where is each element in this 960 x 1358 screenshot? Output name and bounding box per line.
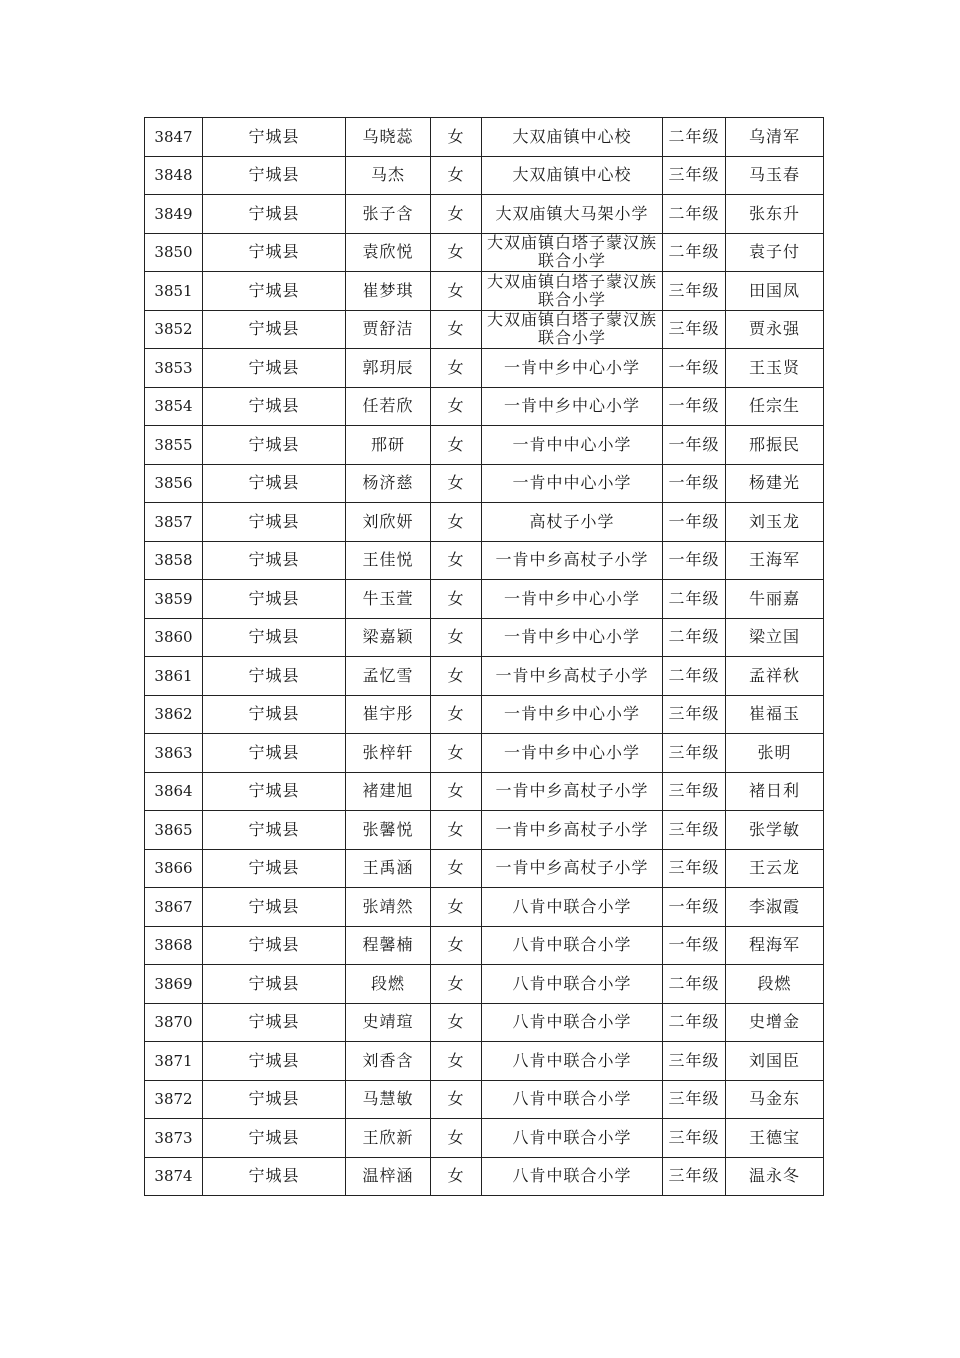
cell-grade: 三年级 bbox=[663, 695, 726, 734]
cell-gender: 女 bbox=[431, 464, 482, 503]
cell-number: 3853 bbox=[145, 349, 203, 388]
cell-county: 宁城县 bbox=[203, 618, 346, 657]
cell-county: 宁城县 bbox=[203, 1003, 346, 1042]
cell-number: 3868 bbox=[145, 926, 203, 965]
cell-number: 3858 bbox=[145, 541, 203, 580]
cell-grade: 二年级 bbox=[663, 233, 726, 272]
cell-school: 一肯中乡高杖子小学 bbox=[482, 772, 663, 811]
cell-gender: 女 bbox=[431, 1003, 482, 1042]
table-row bbox=[145, 734, 824, 773]
cell-grade: 一年级 bbox=[663, 387, 726, 426]
cell-guardian: 王海军 bbox=[726, 541, 824, 580]
cell-county: 宁城县 bbox=[203, 926, 346, 965]
table-row bbox=[145, 1003, 824, 1042]
cell-student-name: 段燃 bbox=[346, 965, 431, 1004]
cell-student-name: 崔梦琪 bbox=[346, 272, 431, 311]
table-row bbox=[145, 503, 824, 542]
cell-gender: 女 bbox=[431, 310, 482, 349]
cell-gender: 女 bbox=[431, 541, 482, 580]
cell-guardian: 刘国臣 bbox=[726, 1042, 824, 1081]
cell-number: 3856 bbox=[145, 464, 203, 503]
cell-grade: 三年级 bbox=[663, 772, 726, 811]
table-row bbox=[145, 926, 824, 965]
cell-grade: 三年级 bbox=[663, 734, 726, 773]
table-row bbox=[145, 118, 824, 157]
cell-county: 宁城县 bbox=[203, 233, 346, 272]
cell-county: 宁城县 bbox=[203, 1080, 346, 1119]
cell-grade: 三年级 bbox=[663, 310, 726, 349]
cell-number: 3859 bbox=[145, 580, 203, 619]
table-row bbox=[145, 426, 824, 465]
cell-grade: 三年级 bbox=[663, 1080, 726, 1119]
cell-student-name: 程馨楠 bbox=[346, 926, 431, 965]
cell-guardian: 梁立国 bbox=[726, 618, 824, 657]
cell-student-name: 刘香含 bbox=[346, 1042, 431, 1081]
cell-guardian: 马玉春 bbox=[726, 156, 824, 195]
cell-number: 3862 bbox=[145, 695, 203, 734]
cell-guardian: 孟祥秋 bbox=[726, 657, 824, 696]
cell-student-name: 贾舒洁 bbox=[346, 310, 431, 349]
cell-student-name: 张馨悦 bbox=[346, 811, 431, 850]
cell-grade: 二年级 bbox=[663, 965, 726, 1004]
cell-gender: 女 bbox=[431, 349, 482, 388]
cell-guardian: 田国凤 bbox=[726, 272, 824, 311]
table-row bbox=[145, 657, 824, 696]
cell-guardian: 张东升 bbox=[726, 195, 824, 234]
cell-gender: 女 bbox=[431, 233, 482, 272]
table-row bbox=[145, 1080, 824, 1119]
cell-number: 3869 bbox=[145, 965, 203, 1004]
cell-student-name: 崔宇彤 bbox=[346, 695, 431, 734]
cell-county: 宁城县 bbox=[203, 195, 346, 234]
cell-student-name: 任若欣 bbox=[346, 387, 431, 426]
table-row bbox=[145, 233, 824, 272]
cell-grade: 一年级 bbox=[663, 503, 726, 542]
cell-guardian: 袁子付 bbox=[726, 233, 824, 272]
cell-school: 八肯中联合小学 bbox=[482, 888, 663, 927]
table-row bbox=[145, 541, 824, 580]
cell-school: 一肯中乡高杖子小学 bbox=[482, 541, 663, 580]
cell-school: 一肯中中心小学 bbox=[482, 464, 663, 503]
cell-county: 宁城县 bbox=[203, 657, 346, 696]
cell-grade: 三年级 bbox=[663, 1042, 726, 1081]
cell-county: 宁城县 bbox=[203, 541, 346, 580]
cell-number: 3850 bbox=[145, 233, 203, 272]
cell-number: 3848 bbox=[145, 156, 203, 195]
cell-school: 大双庙镇中心校 bbox=[482, 118, 663, 157]
cell-student-name: 王欣新 bbox=[346, 1119, 431, 1158]
cell-grade: 二年级 bbox=[663, 618, 726, 657]
cell-gender: 女 bbox=[431, 503, 482, 542]
cell-guardian: 刘玉龙 bbox=[726, 503, 824, 542]
cell-school: 一肯中乡中心小学 bbox=[482, 349, 663, 388]
cell-guardian: 史增金 bbox=[726, 1003, 824, 1042]
cell-county: 宁城县 bbox=[203, 849, 346, 888]
cell-number: 3860 bbox=[145, 618, 203, 657]
cell-guardian: 马金东 bbox=[726, 1080, 824, 1119]
cell-student-name: 马慧敏 bbox=[346, 1080, 431, 1119]
table-row bbox=[145, 195, 824, 234]
cell-gender: 女 bbox=[431, 272, 482, 311]
table-row bbox=[145, 1119, 824, 1158]
cell-grade: 三年级 bbox=[663, 811, 726, 850]
cell-county: 宁城县 bbox=[203, 888, 346, 927]
cell-number: 3865 bbox=[145, 811, 203, 850]
cell-guardian: 王云龙 bbox=[726, 849, 824, 888]
cell-number: 3854 bbox=[145, 387, 203, 426]
cell-grade: 三年级 bbox=[663, 272, 726, 311]
table-row bbox=[145, 1042, 824, 1081]
cell-school: 八肯中联合小学 bbox=[482, 965, 663, 1004]
cell-student-name: 刘欣妍 bbox=[346, 503, 431, 542]
table-row bbox=[145, 811, 824, 850]
cell-number: 3870 bbox=[145, 1003, 203, 1042]
cell-gender: 女 bbox=[431, 657, 482, 696]
cell-school: 八肯中联合小学 bbox=[482, 1003, 663, 1042]
cell-guardian: 张学敏 bbox=[726, 811, 824, 850]
cell-county: 宁城县 bbox=[203, 1119, 346, 1158]
cell-number: 3851 bbox=[145, 272, 203, 311]
table-row bbox=[145, 772, 824, 811]
cell-gender: 女 bbox=[431, 811, 482, 850]
cell-school: 一肯中乡高杖子小学 bbox=[482, 849, 663, 888]
cell-student-name: 褚建旭 bbox=[346, 772, 431, 811]
cell-gender: 女 bbox=[431, 695, 482, 734]
table-row bbox=[145, 580, 824, 619]
cell-number: 3847 bbox=[145, 118, 203, 157]
cell-student-name: 温梓涵 bbox=[346, 1157, 431, 1196]
cell-county: 宁城县 bbox=[203, 695, 346, 734]
cell-county: 宁城县 bbox=[203, 349, 346, 388]
cell-school: 大双庙镇白塔子蒙汉族联合小学 bbox=[482, 233, 663, 272]
cell-county: 宁城县 bbox=[203, 387, 346, 426]
cell-county: 宁城县 bbox=[203, 580, 346, 619]
cell-guardian: 贾永强 bbox=[726, 310, 824, 349]
cell-gender: 女 bbox=[431, 118, 482, 157]
table-row bbox=[145, 387, 824, 426]
cell-guardian: 温永冬 bbox=[726, 1157, 824, 1196]
cell-grade: 二年级 bbox=[663, 1003, 726, 1042]
roster-body bbox=[145, 118, 824, 1196]
cell-county: 宁城县 bbox=[203, 1157, 346, 1196]
cell-gender: 女 bbox=[431, 734, 482, 773]
cell-county: 宁城县 bbox=[203, 734, 346, 773]
cell-school: 一肯中中心小学 bbox=[482, 426, 663, 465]
cell-guardian: 杨建光 bbox=[726, 464, 824, 503]
cell-grade: 一年级 bbox=[663, 464, 726, 503]
student-roster-table bbox=[144, 117, 824, 1196]
cell-grade: 三年级 bbox=[663, 849, 726, 888]
cell-student-name: 王禹涵 bbox=[346, 849, 431, 888]
cell-school: 大双庙镇大马架小学 bbox=[482, 195, 663, 234]
cell-number: 3871 bbox=[145, 1042, 203, 1081]
cell-student-name: 张梓轩 bbox=[346, 734, 431, 773]
cell-gender: 女 bbox=[431, 965, 482, 1004]
cell-guardian: 牛丽嘉 bbox=[726, 580, 824, 619]
table-row bbox=[145, 618, 824, 657]
cell-school: 一肯中乡中心小学 bbox=[482, 695, 663, 734]
cell-grade: 二年级 bbox=[663, 657, 726, 696]
cell-school: 八肯中联合小学 bbox=[482, 1157, 663, 1196]
cell-number: 3852 bbox=[145, 310, 203, 349]
cell-county: 宁城县 bbox=[203, 464, 346, 503]
cell-number: 3866 bbox=[145, 849, 203, 888]
cell-guardian: 崔福玉 bbox=[726, 695, 824, 734]
cell-grade: 二年级 bbox=[663, 118, 726, 157]
cell-gender: 女 bbox=[431, 426, 482, 465]
cell-gender: 女 bbox=[431, 926, 482, 965]
cell-guardian: 张明 bbox=[726, 734, 824, 773]
table-row bbox=[145, 965, 824, 1004]
cell-guardian: 李淑霞 bbox=[726, 888, 824, 927]
cell-grade: 一年级 bbox=[663, 926, 726, 965]
cell-county: 宁城县 bbox=[203, 503, 346, 542]
cell-grade: 三年级 bbox=[663, 1119, 726, 1158]
cell-school: 八肯中联合小学 bbox=[482, 1119, 663, 1158]
table-row bbox=[145, 1157, 824, 1196]
cell-gender: 女 bbox=[431, 1042, 482, 1081]
cell-school: 一肯中乡高杖子小学 bbox=[482, 811, 663, 850]
cell-school: 八肯中联合小学 bbox=[482, 1080, 663, 1119]
cell-student-name: 史靖瑄 bbox=[346, 1003, 431, 1042]
cell-school: 高杖子小学 bbox=[482, 503, 663, 542]
table-row bbox=[145, 349, 824, 388]
cell-county: 宁城县 bbox=[203, 772, 346, 811]
cell-number: 3863 bbox=[145, 734, 203, 773]
cell-county: 宁城县 bbox=[203, 1042, 346, 1081]
cell-grade: 一年级 bbox=[663, 541, 726, 580]
table-row bbox=[145, 849, 824, 888]
cell-county: 宁城县 bbox=[203, 811, 346, 850]
cell-grade: 三年级 bbox=[663, 1157, 726, 1196]
cell-school: 八肯中联合小学 bbox=[482, 1042, 663, 1081]
cell-number: 3872 bbox=[145, 1080, 203, 1119]
cell-grade: 一年级 bbox=[663, 426, 726, 465]
cell-guardian: 王玉贤 bbox=[726, 349, 824, 388]
cell-student-name: 张子含 bbox=[346, 195, 431, 234]
cell-number: 3864 bbox=[145, 772, 203, 811]
cell-number: 3849 bbox=[145, 195, 203, 234]
cell-gender: 女 bbox=[431, 888, 482, 927]
cell-grade: 二年级 bbox=[663, 195, 726, 234]
cell-student-name: 王佳悦 bbox=[346, 541, 431, 580]
table-row bbox=[145, 888, 824, 927]
table-row bbox=[145, 272, 824, 311]
cell-school: 大双庙镇白塔子蒙汉族联合小学 bbox=[482, 272, 663, 311]
cell-gender: 女 bbox=[431, 195, 482, 234]
cell-guardian: 王德宝 bbox=[726, 1119, 824, 1158]
cell-school: 一肯中乡中心小学 bbox=[482, 580, 663, 619]
cell-number: 3857 bbox=[145, 503, 203, 542]
cell-gender: 女 bbox=[431, 580, 482, 619]
cell-grade: 一年级 bbox=[663, 349, 726, 388]
cell-county: 宁城县 bbox=[203, 310, 346, 349]
cell-student-name: 牛玉萱 bbox=[346, 580, 431, 619]
table-row bbox=[145, 464, 824, 503]
cell-school: 一肯中乡中心小学 bbox=[482, 618, 663, 657]
cell-guardian: 任宗生 bbox=[726, 387, 824, 426]
cell-school: 一肯中乡高杖子小学 bbox=[482, 657, 663, 696]
cell-gender: 女 bbox=[431, 849, 482, 888]
cell-gender: 女 bbox=[431, 156, 482, 195]
cell-guardian: 乌清军 bbox=[726, 118, 824, 157]
cell-school: 一肯中乡中心小学 bbox=[482, 387, 663, 426]
cell-gender: 女 bbox=[431, 1119, 482, 1158]
cell-school: 一肯中乡中心小学 bbox=[482, 734, 663, 773]
cell-student-name: 邢研 bbox=[346, 426, 431, 465]
cell-student-name: 乌晓蕊 bbox=[346, 118, 431, 157]
table-row bbox=[145, 156, 824, 195]
cell-number: 3861 bbox=[145, 657, 203, 696]
cell-number: 3874 bbox=[145, 1157, 203, 1196]
cell-grade: 一年级 bbox=[663, 888, 726, 927]
cell-grade: 二年级 bbox=[663, 580, 726, 619]
cell-student-name: 张靖然 bbox=[346, 888, 431, 927]
cell-county: 宁城县 bbox=[203, 156, 346, 195]
cell-county: 宁城县 bbox=[203, 965, 346, 1004]
cell-county: 宁城县 bbox=[203, 426, 346, 465]
cell-student-name: 孟忆雪 bbox=[346, 657, 431, 696]
cell-school: 大双庙镇白塔子蒙汉族联合小学 bbox=[482, 310, 663, 349]
cell-student-name: 郭玥辰 bbox=[346, 349, 431, 388]
cell-gender: 女 bbox=[431, 387, 482, 426]
cell-gender: 女 bbox=[431, 772, 482, 811]
table-row bbox=[145, 310, 824, 349]
cell-county: 宁城县 bbox=[203, 118, 346, 157]
cell-number: 3855 bbox=[145, 426, 203, 465]
cell-student-name: 马杰 bbox=[346, 156, 431, 195]
cell-guardian: 邢振民 bbox=[726, 426, 824, 465]
cell-gender: 女 bbox=[431, 1080, 482, 1119]
cell-county: 宁城县 bbox=[203, 272, 346, 311]
cell-guardian: 程海军 bbox=[726, 926, 824, 965]
cell-school: 大双庙镇中心校 bbox=[482, 156, 663, 195]
cell-student-name: 袁欣悦 bbox=[346, 233, 431, 272]
cell-gender: 女 bbox=[431, 1157, 482, 1196]
cell-grade: 三年级 bbox=[663, 156, 726, 195]
cell-guardian: 褚日利 bbox=[726, 772, 824, 811]
cell-number: 3873 bbox=[145, 1119, 203, 1158]
cell-gender: 女 bbox=[431, 618, 482, 657]
table-row bbox=[145, 695, 824, 734]
cell-student-name: 梁嘉颖 bbox=[346, 618, 431, 657]
cell-guardian: 段燃 bbox=[726, 965, 824, 1004]
cell-student-name: 杨济慈 bbox=[346, 464, 431, 503]
cell-number: 3867 bbox=[145, 888, 203, 927]
cell-school: 八肯中联合小学 bbox=[482, 926, 663, 965]
